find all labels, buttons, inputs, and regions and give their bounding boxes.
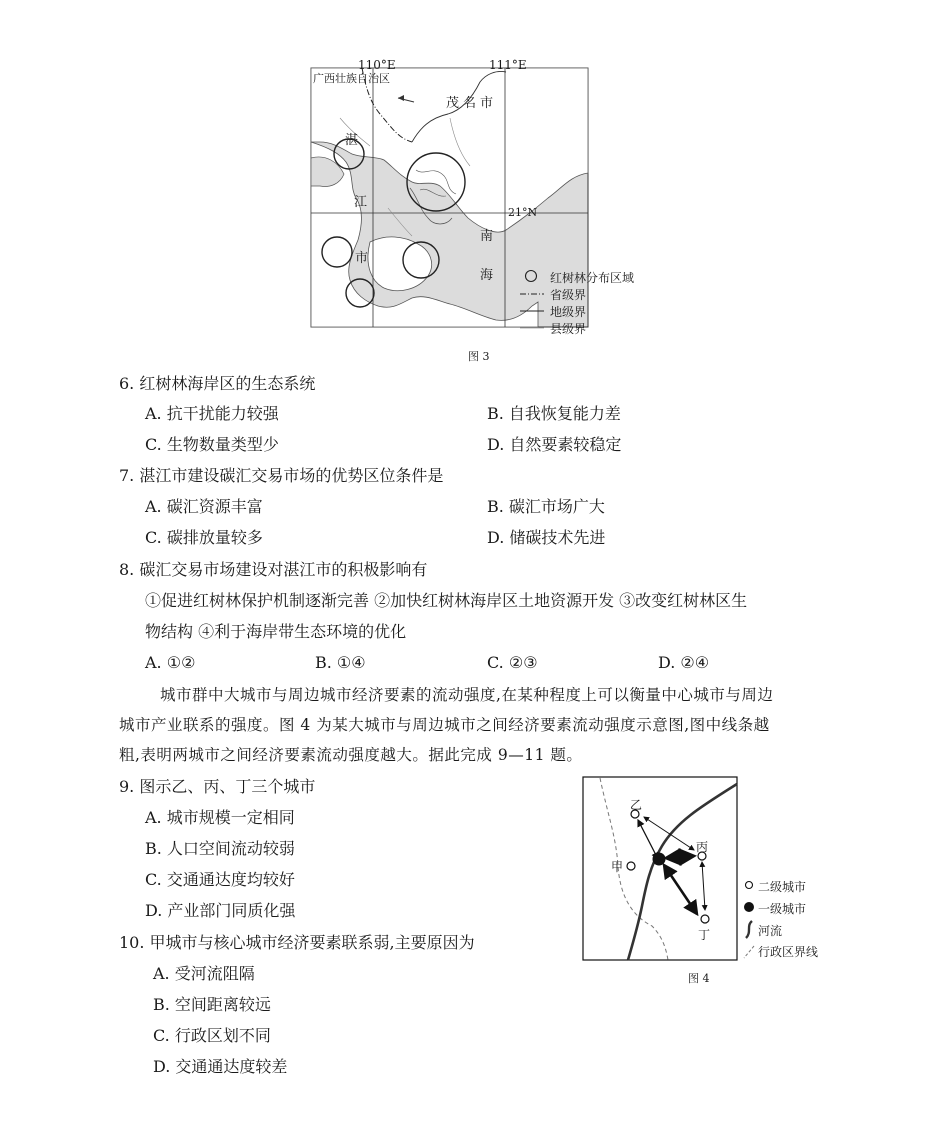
question-8-stem: 8. 碳汇交易市场建设对湛江市的积极影响有 [119, 560, 428, 579]
question-7-option-c[interactable]: C. 碳排放量较多 [145, 528, 263, 547]
legend-first-level-label: 一级城市 [758, 902, 807, 916]
question-6-option-a[interactable]: A. 抗干扰能力较强 [145, 404, 279, 423]
legend-mangrove-label: 红树林分布区域 [550, 271, 635, 285]
figure-3-map [300, 58, 650, 343]
legend-second-level-label: 二级城市 [758, 880, 807, 894]
intro-paragraph-line-3: 粗,表明两城市之间经济要素流动强度越大。据此完成 9—11 题。 [119, 746, 583, 764]
question-7-option-d[interactable]: D. 储碳技术先进 [487, 528, 606, 547]
question-6-option-d[interactable]: D. 自然要素较稳定 [487, 435, 622, 454]
question-7-stem: 7. 湛江市建设碳汇交易市场的优势区位条件是 [119, 466, 444, 485]
legend-first-level-symbol [744, 902, 754, 912]
lon-111-label: 111°E [489, 58, 527, 72]
figure-4-frame [583, 777, 737, 960]
legend-admin-boundary-symbol [744, 946, 754, 958]
city-jia-marker [627, 862, 635, 870]
region-guangxi-label: 广西壮族自治区 [313, 72, 390, 85]
intro-paragraph-line-2: 城市产业联系的强度。图 4 为某大城市与周边城市之间经济要素流动强度示意图,图中线条越 [119, 716, 770, 734]
legend-province-label: 省级界 [550, 288, 587, 302]
question-10-option-b[interactable]: B. 空间距离较远 [153, 995, 271, 1014]
flow-core-bing [666, 856, 694, 858]
legend-second-level-symbol [746, 882, 753, 889]
question-10-option-d[interactable]: D. 交通通达度较差 [153, 1057, 288, 1076]
figure-4-caption: 图 4 [688, 972, 710, 985]
question-8-statement-line-2: 物结构 ④利于海岸带生态环境的优化 [145, 622, 407, 641]
legend-river-symbol [746, 921, 752, 938]
sea-char-1: 南 [480, 229, 494, 244]
question-6-option-c[interactable]: C. 生物数量类型少 [145, 435, 279, 454]
city-jia-label: 甲 [611, 860, 624, 874]
question-9-option-b[interactable]: B. 人口空间流动较弱 [145, 839, 295, 858]
legend-river-label: 河流 [758, 924, 783, 938]
question-7-option-b[interactable]: B. 碳汇市场广大 [487, 497, 605, 516]
question-8-option-a[interactable]: A. ①② [145, 653, 196, 672]
question-10-option-a[interactable]: A. 受河流阻隔 [153, 964, 255, 983]
lon-110-label: 110°E [358, 58, 396, 72]
question-9-option-d[interactable]: D. 产业部门同质化强 [145, 901, 296, 920]
city-yi-label: 乙 [630, 798, 643, 812]
legend-admin-boundary-label: 行政区界线 [758, 945, 819, 959]
lat-21-label: 21°N [508, 206, 538, 219]
zhanjiang-char-2: 江 [354, 195, 368, 210]
city-bing-label: 丙 [696, 840, 709, 854]
question-8-option-b[interactable]: B. ①④ [315, 653, 366, 672]
question-9-stem: 9. 图示乙、丙、丁三个城市 [119, 777, 316, 796]
city-ding-marker [701, 915, 709, 923]
question-7-option-a[interactable]: A. 碳汇资源丰富 [145, 497, 263, 516]
question-10-stem: 10. 甲城市与核心城市经济要素联系弱,主要原因为 [119, 933, 475, 952]
figure-3-caption: 图 3 [468, 350, 490, 363]
question-10-option-c[interactable]: C. 行政区划不同 [153, 1026, 271, 1045]
river-line [628, 784, 737, 960]
legend-county-label: 县级界 [550, 322, 587, 336]
question-8-statement-line-1: ①促进红树林保护机制逐渐完善 ②加快红树林海岸区土地资源开发 ③改变红树林区生 [145, 591, 748, 610]
core-city-marker [653, 853, 666, 866]
question-8-option-c[interactable]: C. ②③ [487, 653, 538, 672]
flow-core-yi [638, 820, 658, 859]
flow-core-ding [664, 865, 697, 914]
figure-4-diagram [582, 776, 842, 961]
sea-char-2: 海 [480, 268, 494, 283]
zhanjiang-char-1: 湛 [345, 133, 359, 148]
zhanjiang-char-3: 市 [355, 251, 369, 266]
question-6-option-b[interactable]: B. 自我恢复能力差 [487, 404, 621, 423]
legend-prefecture-label: 地级界 [550, 305, 587, 319]
city-maoming-label: 茂名市 [446, 96, 498, 111]
question-6-stem: 6. 红树林海岸区的生态系统 [119, 374, 316, 393]
question-9-option-c[interactable]: C. 交通通达度均较好 [145, 870, 295, 889]
question-8-option-d[interactable]: D. ②④ [658, 653, 710, 672]
question-9-option-a[interactable]: A. 城市规模一定相同 [145, 808, 295, 827]
intro-paragraph-line-1: 城市群中大城市与周边城市经济要素的流动强度,在某种程度上可以衡量中心城市与周边 [160, 686, 774, 704]
city-ding-label: 丁 [698, 928, 711, 942]
flow-bing-ding [702, 862, 705, 910]
